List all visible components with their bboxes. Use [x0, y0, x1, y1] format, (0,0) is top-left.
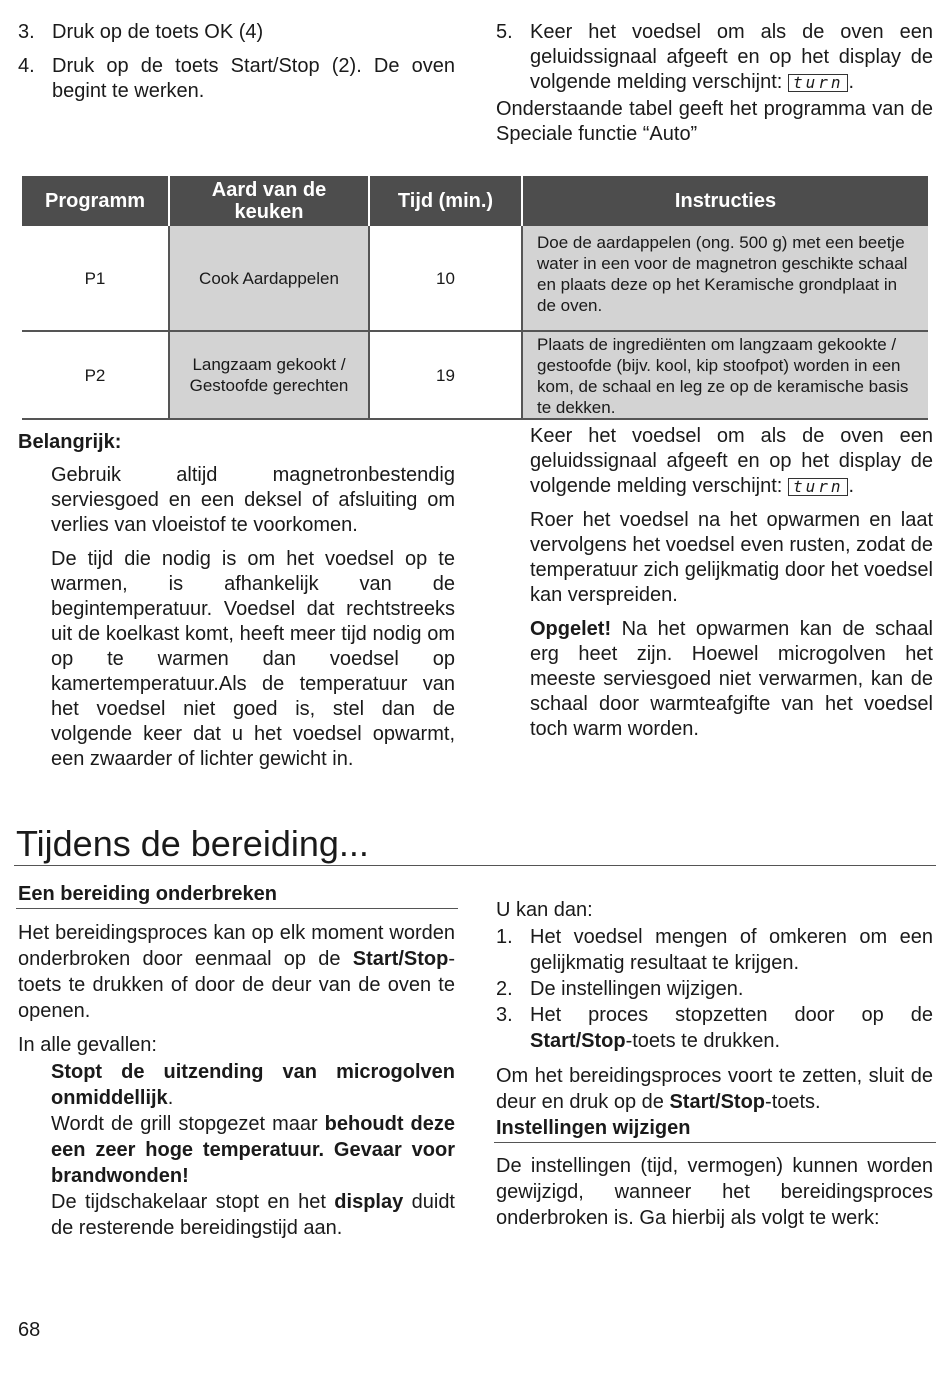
- step-number: 5.: [496, 21, 513, 43]
- important-paragraph-1: Gebruik altijd magnetronbestendig serviesgoed en een deksel of afsluiting om verlies van vloeistof te voorkomen.: [51, 464, 455, 536]
- table-row: [22, 331, 928, 419]
- interrupt-body: [18, 920, 455, 1241]
- can-do-intro: U kan dan:: [496, 899, 593, 921]
- change-settings-heading: Instellingen wijzigen: [496, 1117, 691, 1139]
- table-intro: Onderstaande tabel geeft het programma van de Speciale functie “Auto”: [496, 98, 933, 145]
- display-turn-icon: turn: [788, 74, 849, 92]
- page-number: 68: [18, 1319, 41, 1341]
- table-header-row: [22, 176, 928, 226]
- auto-program-table: [22, 176, 928, 420]
- interrupt-heading: Een bereiding onderbreken: [18, 883, 277, 905]
- all-cases-label: In alle gevallen:: [18, 1034, 157, 1056]
- case-grill: [51, 1111, 455, 1189]
- cell-program: P1: [22, 226, 169, 331]
- section-title: Tijdens de bereiding...: [16, 823, 369, 864]
- case-grill-text: Wordt de grill stopgezet maar: [51, 1113, 325, 1135]
- resume-text-c: -toets.: [765, 1091, 821, 1113]
- important-block: [18, 430, 455, 772]
- header-time: Tijd (min.): [369, 176, 522, 226]
- table-row: [22, 226, 928, 331]
- item-text: Het voedsel mengen of omkeren om een gelijkmatig resultaat te krijgen.: [530, 926, 933, 974]
- interrupt-divider: [16, 908, 458, 909]
- case-microwaves-end: .: [167, 1087, 174, 1109]
- turn-paragraph: [530, 424, 933, 499]
- step-text: Druk op de toets OK (4): [52, 21, 264, 43]
- interrupt-text-a: Het bereidingsproces kan op elk moment worden onderbroken door eenmaal op de: [18, 922, 455, 970]
- interrupt-paragraph: [18, 920, 455, 1024]
- change-settings-divider: [494, 1142, 936, 1143]
- start-stop-label: Start/Stop: [669, 1091, 766, 1113]
- interrupt-block: [18, 882, 458, 907]
- step-4: [18, 54, 455, 104]
- important-paragraph-2: De tijd die nodig is om het voedsel op te warmen, is afhankelijk van de begintemperatuur. Voedsel dat rechtstreeks uit de koelkast komt, heeft meer tijd nodig om op te warmen dan voedsel op kamertemperatuur.Als de temperatuur van het voedsel niet goed is, stel dan de volgende keer dat u het voedsel opwarmt, een zwaarder of lichter gewicht in.: [51, 548, 455, 770]
- all-cases-list: [51, 1059, 455, 1241]
- step-text: Keer het voedsel om als de oven een geluidssignaal afgeeft en op het display de volgende melding verschijnt:: [530, 21, 933, 93]
- display-turn-icon: turn: [788, 478, 849, 496]
- cell-kind: Langzaam gekookt / Gestoofde gerechten: [169, 331, 369, 419]
- turn-end: .: [848, 475, 855, 497]
- list-item: [496, 976, 933, 1002]
- turn-text: Keer het voedsel om als de oven een geluidssignaal afgeeft en op het display de volgende melding verschijnt:: [530, 425, 933, 497]
- cell-time: 10: [369, 226, 522, 331]
- resume-paragraph: [496, 1063, 933, 1115]
- step-end: .: [848, 71, 855, 93]
- interrupt-text-c: -toets te drukken of door de deur van de oven te openen.: [18, 948, 455, 1022]
- can-do-list: [496, 924, 933, 1054]
- list-item: [496, 924, 933, 976]
- stir-paragraph: Roer het voedsel na het opwarmen en laat vervolgens het voedsel even rusten, zodat de temperatuur zich gelijkmatig door het voedsel kan verspreiden.: [530, 509, 933, 606]
- section-divider: [14, 865, 936, 866]
- step-text: Druk op de toets Start/Stop (2). De oven begint te werken.: [52, 55, 455, 102]
- case-timer-text-a: De tijdschakelaar stopt en het: [51, 1191, 335, 1213]
- warning-label: Opgelet!: [530, 618, 612, 640]
- item-text: De instellingen wijzigen.: [530, 978, 744, 1000]
- resume-text-a: Om het bereidingsproces voort te zetten, sluit de deur en druk op de: [496, 1065, 933, 1113]
- case-timer: [51, 1189, 455, 1241]
- item-text-c: -toets te drukken.: [625, 1030, 781, 1052]
- start-stop-label: Start/Stop: [530, 1030, 626, 1052]
- case-timer-text-c: duidt de resterende bereidingstijd aan.: [51, 1191, 455, 1239]
- case-timer-display: display: [334, 1191, 404, 1213]
- case-microwaves-bold: Stopt de uitzending van microgolven onmiddellijk: [51, 1061, 455, 1109]
- change-settings-body: [496, 1153, 933, 1231]
- cell-program: P2: [22, 331, 169, 419]
- cell-instructions: Doe de aardappelen (ong. 500 g) met een beetje water in een voor de magnetron geschikte schaal en plaats deze op het Keramische grondplaat in de oven.: [522, 226, 928, 331]
- item-number: 3.: [496, 1004, 513, 1026]
- case-grill-warning: behoudt deze een zeer hoge temperatuur. Gevaar voor brandwonden!: [51, 1113, 455, 1187]
- list-item: [496, 1002, 933, 1054]
- cell-kind: Cook Aardappelen: [169, 226, 369, 331]
- step-3: [18, 20, 455, 45]
- header-program: Programm: [22, 176, 169, 226]
- item-text-a: Het proces stopzetten door op de: [530, 1004, 933, 1026]
- step-5: [496, 20, 933, 95]
- can-do-block: [496, 897, 933, 1141]
- header-kind: Aard van de keuken: [169, 176, 369, 226]
- top-right-block: [496, 20, 933, 147]
- step-number: 3.: [18, 21, 35, 43]
- cell-time: 19: [369, 331, 522, 419]
- start-stop-label: Start/Stop: [352, 948, 449, 970]
- warning-text: Na het opwarmen kan de schaal erg heet zijn. Hoewel microgolven het meeste serviesgoed niet verwarmen, kan de schaal door warmteafgifte van het voedsel toch warm worden.: [530, 618, 933, 740]
- top-left-steps: [18, 20, 455, 104]
- important-heading: Belangrijk:: [18, 431, 122, 453]
- case-microwaves: [51, 1059, 455, 1111]
- change-settings-paragraph: De instellingen (tijd, vermogen) kunnen worden gewijzigd, wanneer het bereidingsproces onderbroken is. Ga hierbij als volgt te werk:: [496, 1155, 933, 1229]
- header-instructions: Instructies: [522, 176, 928, 226]
- mid-right-block: [530, 424, 933, 742]
- item-number: 1.: [496, 926, 513, 948]
- cell-instructions: Plaats de ingrediënten om langzaam gekookte / gestoofde (bijv. kool, kip stoofpot) worden in een kom, de schaal en leg ze op de keramische basis te dekken.: [522, 331, 928, 419]
- warning-paragraph: [530, 617, 933, 742]
- item-number: 2.: [496, 978, 513, 1000]
- step-number: 4.: [18, 55, 35, 77]
